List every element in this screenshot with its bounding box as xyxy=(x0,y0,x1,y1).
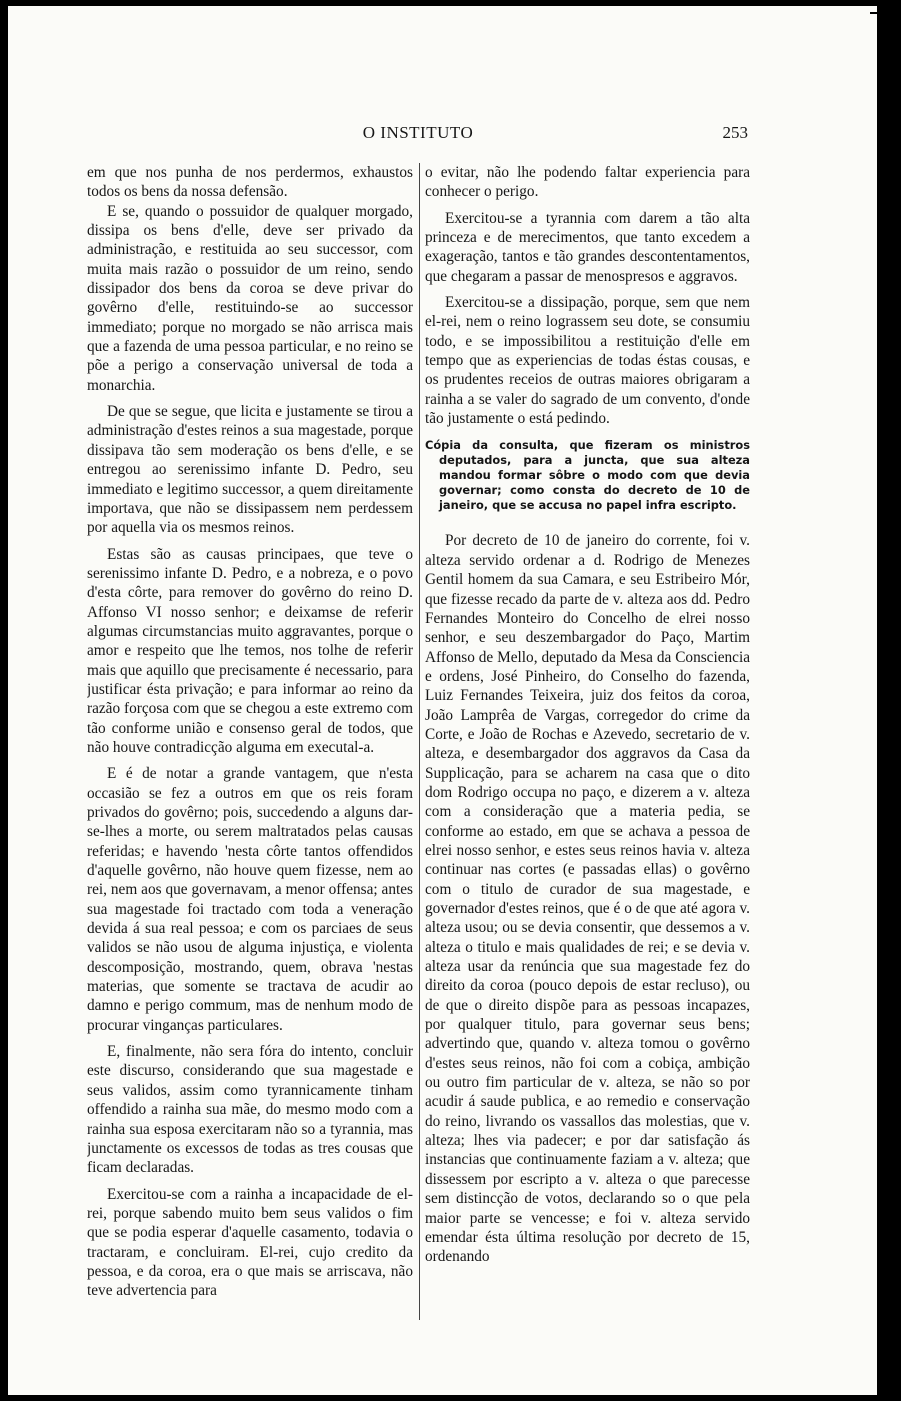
paragraph: Exercitou-se a dissipação, porque, sem que nem el-rei, nem o reino lograssem seu dote, se consumiu todo, e se impossibilitou a restituição d'elle em tempo que as experiencias de todas éstas cousas, e os prudentes receios de outras maiores obrigaram a rainha a se valer do sagrado de um convento, d'onde tão justamente o está pedindo. xyxy=(425,294,750,428)
paragraph: Exercitou-se a tyrannia com darem a tão alta princeza e de merecimentos, que tanto excedem a exageração, tantos e tão grandes descontentamentos, que chegaram a passar de menospresos e aggravos. xyxy=(425,209,750,285)
paragraph: em que nos punha de nos perdermos, exhaustos todos os bens da nossa defensão. xyxy=(87,164,413,201)
section-heading: Cópia da consulta, que fizeram os ministros deputados, para a juncta, que sua alteza mandou formar sôbre o modo com que devia governar; como consta do decreto de 10 de janeiro, que se accusa no papel infra escripto. xyxy=(425,438,750,513)
paragraph: E é de notar a grande vantagem, que n'esta occasião se fez a outros em que os reis foram privados do govêrno; pois, succedendo a alguns dar-se-lhes a morte, ou serem maltratados pelas causas referidas; e havendo 'nesta côrte tantos offendidos d'aquelle govêrno, não houve quem fizesse, nem ao rei, nem aos que governavam, a menor offensa; antes sua magestade foi tractado com toda a veneração devida á sua real pessoa; e com os parciaes de seus validos se não usou de alguma injustiça, e violenta descomposição, mostrando, quem, obrava 'nestas materias, que somente se tractava de acudir ao damno e perigo commum, mas de nenhum modo de procurar vinganças particulares. xyxy=(87,765,413,1034)
paragraph: Estas são as causas principaes, que teve o serenissimo infante D. Pedro, e a nobreza, e o povo d'esta côrte, para remover do govêrno do reino D. Affonso VI nosso senhor; e deixamse de referir algumas circumstancias muito aggravantes, porque o amor e respeito que lhe temos, nos tolhe de referir mais que aquillo que precisamente é necessario, para justificar ésta privação; e para informar ao reino da razão forçosa com que se chegou a este extremo com tão conforme união e consenso geral de todos, que não houve contradicção alguma em executal-a. xyxy=(87,545,413,756)
paragraph: o evitar, não lhe podendo faltar experiencia para conhecer o perigo. xyxy=(425,164,750,201)
column-divider xyxy=(419,163,420,1320)
paragraph: E, finalmente, não sera fóra do intento, concluir este discurso, considerando que sua magestade e seus validos, assim como tyrannicamente tinham offendido a rainha sua mãe, do mesmo modo com a rainha sua esposa exercitaram não so a tyrannia, mas junctamente os excessos de todas as tres cousas que ficam declaradas. xyxy=(87,1043,413,1177)
paragraph: De que se segue, que licita e justamente se tirou a administração d'estes reinos a sua magestade, porque dissipava tão sem moderação os bens d'elle, e se entregou ao serenissimo infante D. Pedro, seu immediato e legitimo successor, a quem direitamente importava, que não se dissipassem nem perdessem por aquella via os mesmos reinos. xyxy=(87,403,413,537)
scan-corner-mark xyxy=(870,12,886,14)
paragraph: E se, quando o possuidor de qualquer morgado, dissipa os bens d'elle, deve ser privado da administração, e restituida ao seu successor, com muita mais razão o possuidor de um reino, sendo dissipador dos bens da coroa se deve privar do govêrno d'elle, restituindo-se ao successor immediato; porque no morgado se não arrisca mais que a fazenda de uma pessoa particular, e no reino se põe a perigo a conservação universal de toda a monarchia. xyxy=(87,202,413,394)
paragraph: Exercitou-se com a rainha a incapacidade de el-rei, porque sabendo muito bem seus validos o fim que se podia esperar d'aquelle casamento, todavia o tractaram, e concluiram. El-rei, cujo credito da pessoa, e da coroa, era o que mais se arriscava, não teve advertencia para xyxy=(87,1185,413,1300)
right-column xyxy=(425,163,750,1323)
page-header xyxy=(88,123,748,147)
left-column xyxy=(87,163,413,1323)
page-number: 253 xyxy=(722,123,748,142)
running-title: O INSTITUTO xyxy=(362,123,474,142)
paragraph: Por decreto de 10 de janeiro do corrente, foi v. alteza servido ordenar a d. Rodrigo de Menezes Gentil homem da sua Camara, e seu Estribeiro Mór, que fizesse recado da parte de v. alteza aos dd. Pedro Fernandes Monteiro do Concelho de elrei nosso senhor, e seu deszembargador do Paço, Martim Affonso de Mello, deputado da Mesa da Consciencia e ordens, José Pinheiro, do Conselho do fazenda, Luiz Fernandes Teixeira, juiz dos feitos da coroa, João Lamprêa de Vargas, corregedor do crime da Corte, e João de Rochas e Azevedo, secretario de v. alteza, e desembargador dos aggravos da Casa da Supplicação, para se acharem na casa que o dito dom Rodrigo occupa no paço, e dizerem a v. alteza com a consideração que a materia pedia, se conforme ao estado, em que se achava a pessoa de elrei nosso senhor, e estes seus reinos havia v. alteza continuar nas cortes (e passadas ellas) o govêrno com o titulo de curador de sua magestade, e governador d'estes reinos, que é o de que até agora v. alteza usou; ou se devia consentir, que dessemos a v. alteza o titulo e mais qualidades de rei; e se devia v. alteza usar da renúncia que sua magestade fez do direito da coroa (pouco depois de estar recluso), ou de que o direito dispõe para as pessoas incapazes, por qualquer titulo, para governar seus bens; advertindo que, quando v. alteza tomou o govêrno d'estes seus reinos, não foi com a cobiça, ambição ou outro fim particular de v. alteza, se não so por acudir á saude publica, e ao remedio e conservação do reino, livrando os vassallos das molestias, que v. alteza; lhes via padecer; e por dar satisfação ás instancias que continuamente faziam a v. alteza; que dissessem por escripto a v. alteza o que parecesse sem distincção de votos, declarando so o que pela maior parte se vencesse; e foi v. alteza servido emendar ésta última resolução por decreto de 15, ordenando xyxy=(425,532,750,1266)
